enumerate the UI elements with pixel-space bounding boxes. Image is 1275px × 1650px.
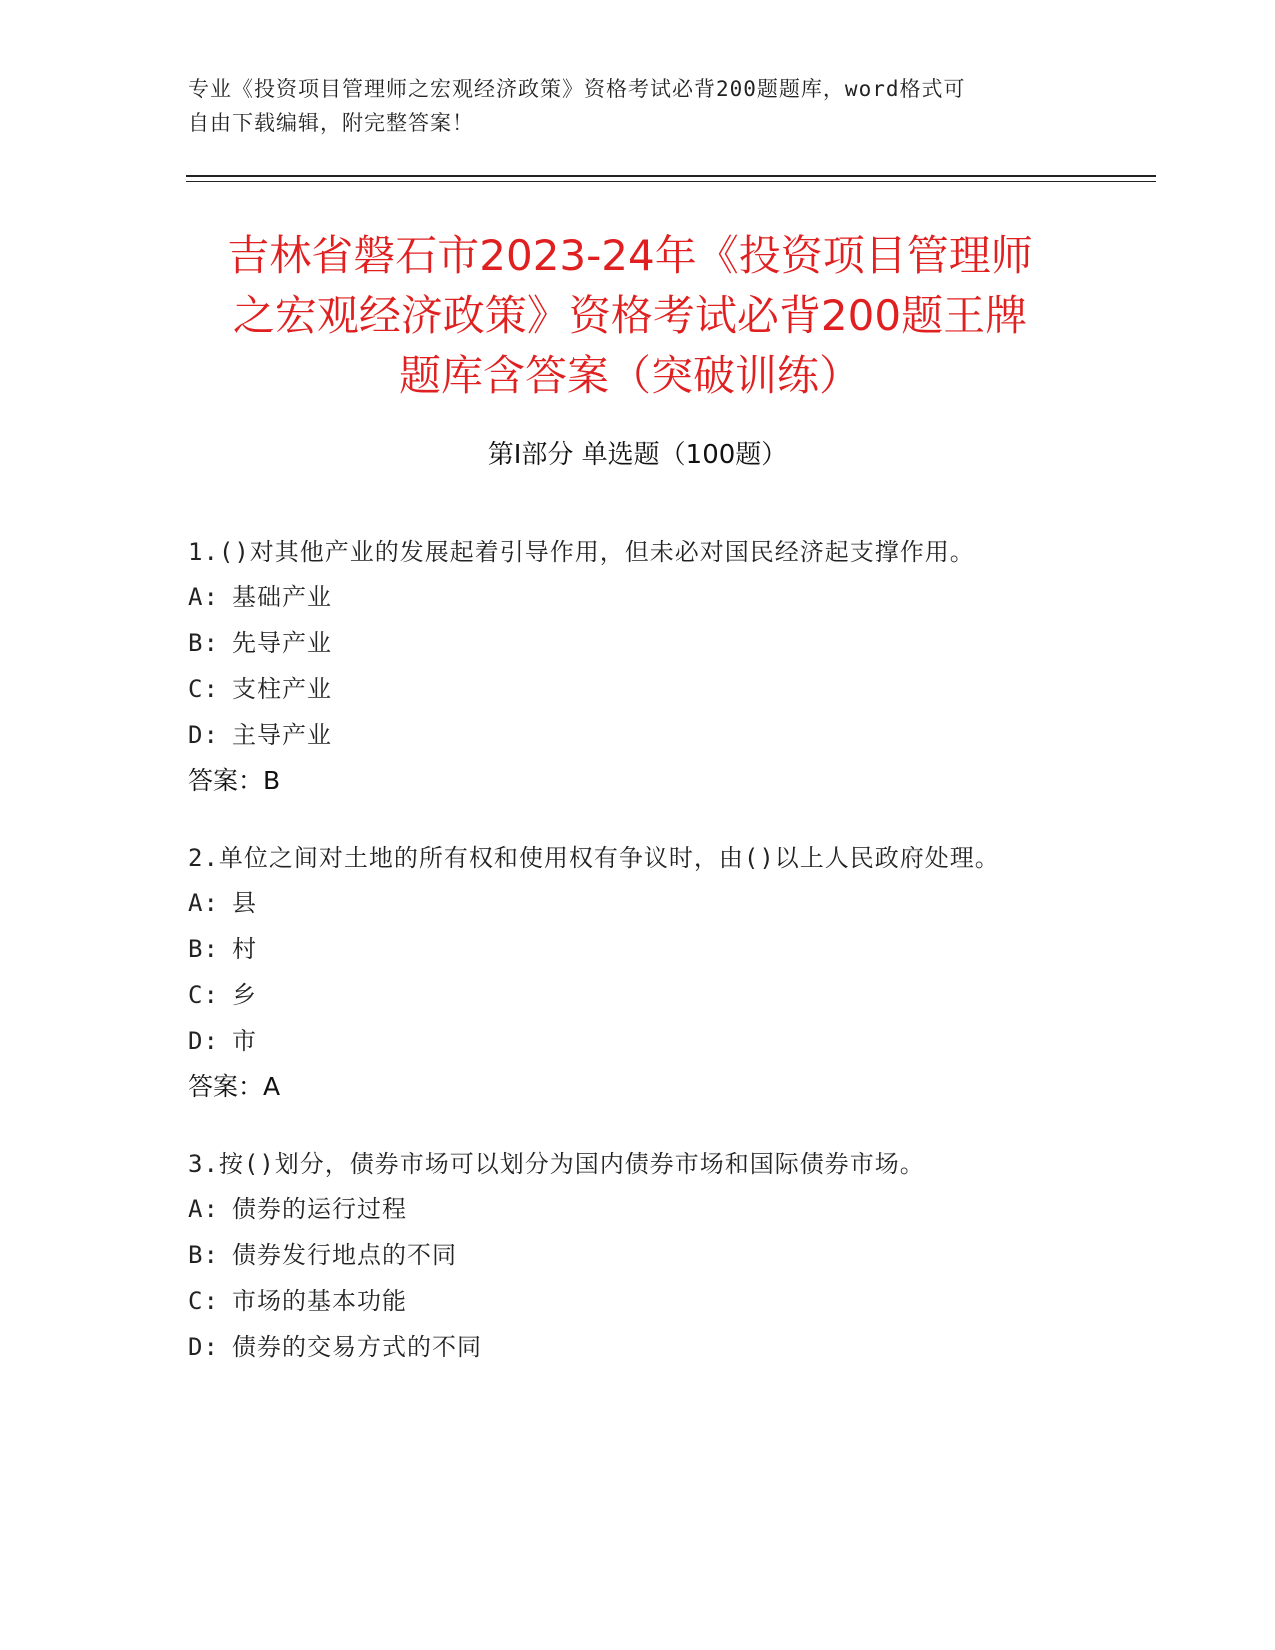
option-letter: D: [188,1333,219,1361]
header-note-line-1: 专业《投资项目管理师之宏观经济政策》资格考试必背200题题库，word格式可 [188,77,966,101]
option-letter: B: [188,629,219,657]
title-line-2: 之宏观经济政策》资格考试必背200题王牌 [232,291,1028,340]
option-d [188,1018,1068,1064]
option-b [188,1232,1068,1278]
option-letter: C: [188,981,219,1009]
title-line-1: 吉林省磐石市2023-24年《投资项目管理师 [227,231,1033,280]
option-d [188,1324,1068,1370]
option-text: 基础产业 [232,583,332,611]
option-text: 市场的基本功能 [232,1287,407,1315]
option-letter: C: [188,1287,219,1315]
option-text: 乡 [232,981,257,1009]
question-text: 3.按()划分，债券市场可以划分为国内债券市场和国际债券市场。 [188,1150,925,1178]
option-a [188,880,1068,926]
option-text: 市 [232,1027,257,1055]
question-text: 2.单位之间对土地的所有权和使用权有争议时，由()以上人民政府处理。 [188,844,1000,872]
option-c [188,666,1068,712]
question-2 [188,836,1068,1110]
header-divider-thin [186,181,1156,182]
option-a [188,574,1068,620]
answer-line: 答案：A [188,1072,281,1101]
option-text: 县 [232,889,257,917]
question-list [188,530,1068,1402]
option-text: 债券的交易方式的不同 [232,1333,482,1361]
header-note-line-2: 自由下载编辑，附完整答案！ [188,111,474,135]
option-b [188,620,1068,666]
option-text: 主导产业 [232,721,332,749]
question-1 [188,530,1068,804]
option-text: 债券发行地点的不同 [232,1241,457,1269]
option-letter: A: [188,1195,219,1223]
option-text: 先导产业 [232,629,332,657]
option-letter: B: [188,935,219,963]
header-note [188,72,1068,140]
option-letter: D: [188,721,219,749]
title-line-3: 题库含答案（突破训练） [398,351,861,400]
header-divider-thick [186,175,1156,177]
section-heading: 第Ⅰ部分 单选题（100题） [487,440,788,470]
option-c [188,1278,1068,1324]
option-letter: A: [188,583,219,611]
option-text: 村 [232,935,257,963]
question-3 [188,1142,1068,1370]
option-text: 支柱产业 [232,675,332,703]
option-text: 债券的运行过程 [232,1195,407,1223]
option-letter: B: [188,1241,219,1269]
document-title [160,226,1100,406]
option-letter: A: [188,889,219,917]
option-a [188,1186,1068,1232]
answer-line: 答案：B [188,766,281,795]
option-b [188,926,1068,972]
option-letter: D: [188,1027,219,1055]
option-letter: C: [188,675,219,703]
question-text: 1.()对其他产业的发展起着引导作用，但未必对国民经济起支撑作用。 [188,538,975,566]
option-d [188,712,1068,758]
option-c [188,972,1068,1018]
